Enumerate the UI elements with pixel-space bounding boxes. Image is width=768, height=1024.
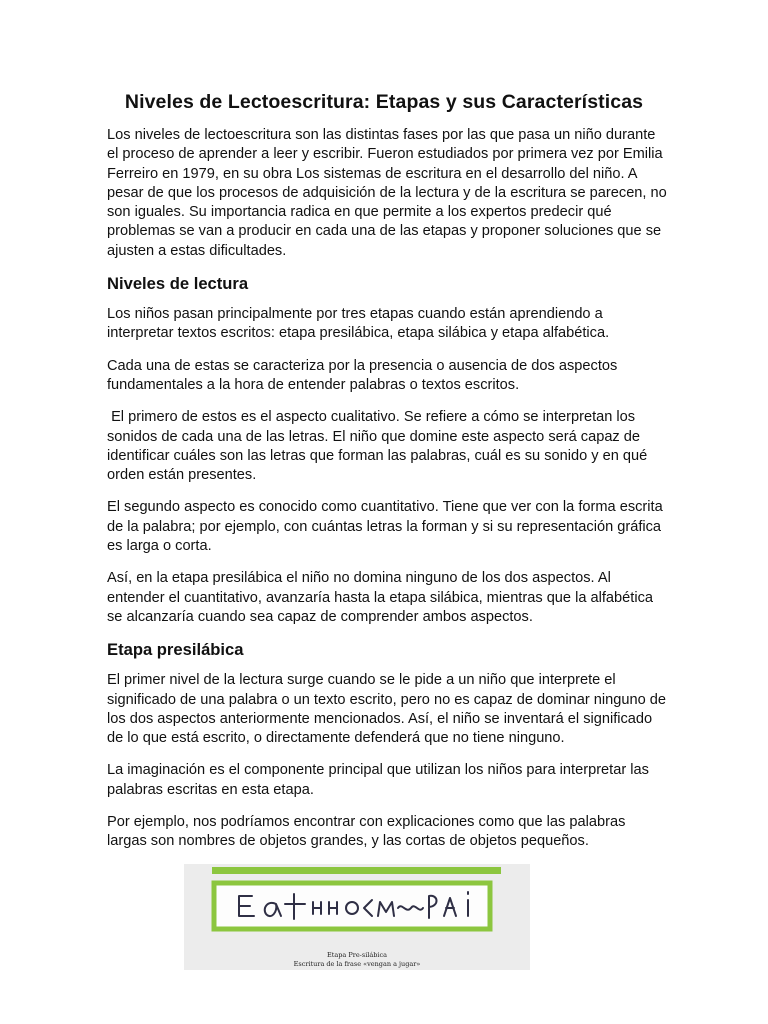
paragraph: La imaginación es el componente principal que utilizan los niños para interpretar las palabras escritas en esta etapa. [107,762,649,798]
section-heading-niveles-de-lectura: Niveles de lectura [107,274,249,294]
paragraph: El segundo aspecto es conocido como cuantitativo. Tiene que ver con la forma escrita de la palabra; por ejemplo, con cuántas letras la forman y si su representación gráfica es larga o corta. [107,499,663,555]
paragraph: Los niños pasan principalmente por tres etapas cuando están aprendiendo a interpretar textos escritos: etapa presilábica, etapa silábica y etapa alfabética. [107,306,610,342]
presilabic-writing-figure [184,864,530,970]
paragraph: Así, en la etapa presilábica el niño no domina ninguno de los dos aspectos. Al entender el cuantitativo, avanzaría hasta la etapa silábica, mientras que la alfabética se alcanzaría cuando sea capaz de comprender ambos aspectos. [107,570,653,625]
section-heading-etapa-presilabica: Etapa presilábica [107,640,244,660]
document-title: Niveles de Lectoescritura: Etapas y sus Características [124,91,644,113]
figure-caption-line2: Escritura de la frase «vengan a jugar» [293,960,421,968]
figure-caption-line1: Etapa Pre-silábica [327,951,387,959]
handwriting-sample-image [184,864,530,970]
paragraph: El primer nivel de la lectura surge cuando se le pide a un niño que interprete el significado de una palabra o un texto escrito, pero no es capaz de dominar ninguno de los dos aspectos anteriormente mencionados. Así, el niño se inventará el significado de lo que está escrito, o directamente defenderá que no tiene ninguno. [107,672,666,747]
intro-paragraph: Los niveles de lectoescritura son las distintas fases por las que pasa un niño durante el proceso de aprender a leer y escribir. Fueron estudiados por primera vez por Emilia Ferreiro en 1979, en su obra Los sistemas de escritura en el desarrollo del niño. A pesar de que los procesos de adquisición de la lectura y de la escritura se parecen, no son iguales. Su importancia radica en que permite a los expertos predecir qué problemas se van a producir en cada una de las etapas y proponer soluciones que se ajusten a estas dificultades. [107,127,667,259]
paragraph: Por ejemplo, nos podríamos encontrar con explicaciones como que las palabras largas son nombres de objetos grandes, y las cortas de objetos pequeños. [107,814,626,850]
document-body [107,126,667,865]
paragraph: El primero de estos es el aspecto cualitativo. Se refiere a cómo se interpretan los sonidos de cada una de las letras. El niño que domine este aspecto será capaz de identificar cuáles son las letras que forman las palabras, cuál es su sonido y en qué orden están presentes. [107,409,652,484]
paragraph: Cada una de estas se caracteriza por la presencia o ausencia de dos aspectos fundamentales a la hora de entender palabras o textos escritos. [107,357,618,393]
